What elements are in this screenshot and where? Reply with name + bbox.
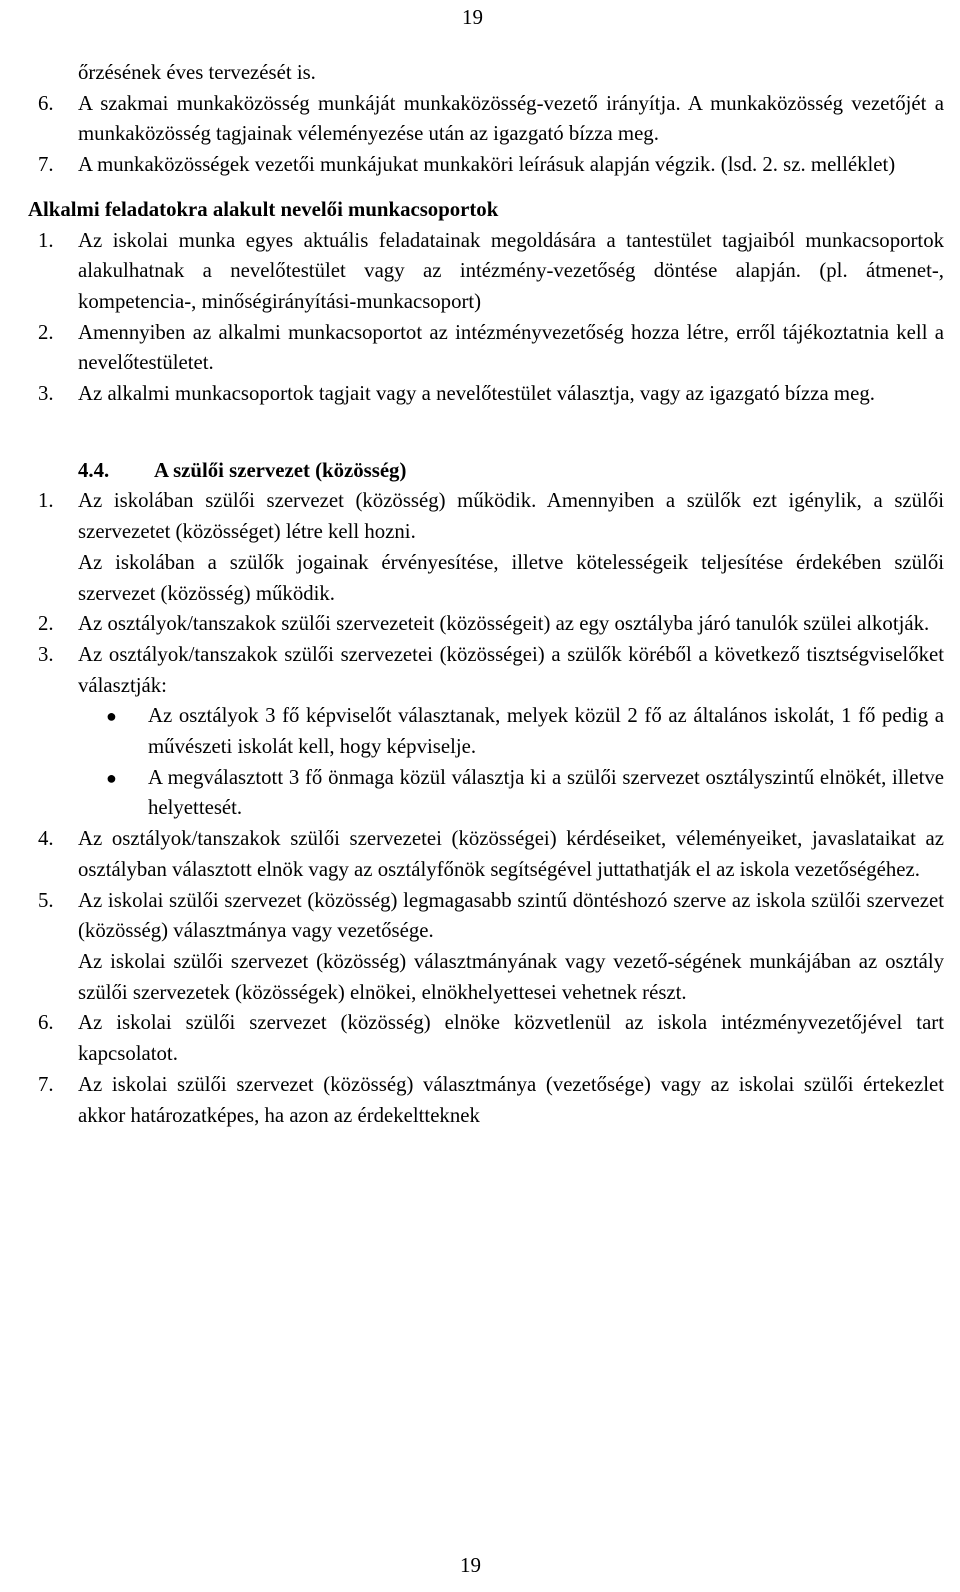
list-number: 2. <box>38 612 54 636</box>
bullet-item-1 <box>28 701 944 762</box>
list-text: Amennyiben az alkalmi munkacsoportot az intézményvezetőség hozza létre, erről tájékoztatnia kell a nevelőtestületet. <box>78 320 944 375</box>
szuloi-item-1 <box>28 486 944 547</box>
list-number: 3. <box>38 382 54 406</box>
list-number: 5. <box>38 888 54 912</box>
bullet-text: Az osztályok 3 fő képviselőt választanak, melyek közül 2 fő az általános iskolát, 1 fő pedig a művészeti iskolát kell, hogy képviselje. <box>148 704 944 759</box>
list-number: 6. <box>38 1011 54 1035</box>
list-text: Az iskolai munka egyes aktuális feladatainak megoldására a tantestület tagjaiból munkacsoportok alakulhatnak a nevelőtestület vagy az intézmény-vezetőség döntése alapján. (pl. átmenet-, kompetencia-, minőségirányítási-munkacsoport) <box>78 228 944 313</box>
szuloi-item-3 <box>28 640 944 701</box>
bullet-text: A megválasztott 3 fő önmaga közül választja ki a szülői szervezet osztályszintű elnökét, illetve helyettesét. <box>148 765 944 820</box>
section-title: A szülői szervezet (közösség) <box>154 458 407 482</box>
szuloi-item-7 <box>28 1070 944 1131</box>
szuloi-item-2 <box>28 609 944 640</box>
alkalmi-heading: Alkalmi feladatokra alakult nevelői munkacsoportok <box>28 197 499 221</box>
list-text: Az osztályok/tanszakok szülői szervezetei (közösségei) a szülők köréből a következő tisztségviselőket választják: <box>78 642 944 697</box>
list-item-7 <box>28 150 944 181</box>
list-text: Az iskolában szülői szervezet (közösség) működik. Amennyiben a szülők ezt igénylik, a szülői szervezetet (közösséget) létre kell hozni. <box>78 489 944 544</box>
list-number: 3. <box>38 642 54 666</box>
szuloi-item-6 <box>28 1008 944 1069</box>
list-text: Az alkalmi munkacsoportok tagjait vagy a nevelőtestület választja, vagy az igazgató bízza meg. <box>78 382 875 406</box>
list-text: Az iskolai szülői szervezet (közösség) legmagasabb szintű döntéshozó szerve az iskola szülői szervezet (közösség) választmánya vagy vezetősége. <box>78 888 944 943</box>
section-heading-4-4 <box>28 456 944 487</box>
list-text: A szakmai munkaközösség munkáját munkaközösség-vezető irányítja. A munkaközösség vezetőjét a munkaközösség tagjainak véleményezése után az igazgató bízza meg. <box>78 91 944 146</box>
list-text: Az iskolai szülői szervezet (közösség) elnöke közvetlenül az iskola intézményvezetőjével tart kapcsolatot. <box>78 1011 944 1066</box>
list-number: 1. <box>38 489 54 513</box>
alkalmi-item-2 <box>28 318 944 379</box>
list-text: A munkaközösségek vezetői munkájukat munkaköri leírásuk alapján végzik. (lsd. 2. sz. melléklet) <box>78 153 896 177</box>
bullet-icon: ● <box>106 706 117 727</box>
list-text: Az iskolai szülői szervezet (közösség) választmánya (vezetősége) vagy az iskolai szülői értekezlet akkor határozatképes, ha azon az érdekeltteknek <box>78 1072 944 1127</box>
page-number-bottom: 19 <box>460 1553 481 1577</box>
section-number: 4.4. <box>78 458 110 482</box>
bullet-item-2 <box>28 763 944 824</box>
list-text: Az osztályok/tanszakok szülői szervezetei (közösségei) kérdéseiket, véleményeiket, javaslataikat az osztályban választott elnök vagy az osztályfőnök segítségével juttathatják el az iskola vezetőségéhez. <box>78 827 944 881</box>
list-number: 1. <box>38 228 54 252</box>
szuloi-item-5 <box>28 886 944 947</box>
alkalmi-item-1 <box>28 226 944 318</box>
list-text: Az osztályok/tanszakok szülői szervezeteit (közösségeit) az egy osztályba járó tanulók szülei alkotják. <box>78 612 930 636</box>
document-body <box>28 58 944 1131</box>
list-number: 6. <box>38 91 54 115</box>
list-number: 7. <box>38 153 54 177</box>
list-item-6 <box>28 89 944 150</box>
szuloi-item-1-continuation: Az iskolában a szülők jogainak érvényesítése, illetve kötelességeik teljesítése érdekében szülői szervezet (közösség) működik. <box>78 550 944 605</box>
szuloi-item-4 <box>28 824 944 885</box>
list-number: 2. <box>38 320 54 344</box>
bullet-icon: ● <box>106 767 117 788</box>
page-number-top: 19 <box>462 5 483 29</box>
list-number: 7. <box>38 1072 54 1096</box>
alkalmi-item-3 <box>28 379 944 410</box>
intro-continuation: őrzésének éves tervezését is. <box>78 61 316 84</box>
list-number: 4. <box>38 827 54 851</box>
szuloi-item-5-continuation: Az iskolai szülői szervezet (közösség) választmányának vagy vezető-ségének munkájában az osztály szülői szervezetek (közösségek) elnökei, elnökhelyettesei vehetnek részt. <box>78 949 944 1004</box>
